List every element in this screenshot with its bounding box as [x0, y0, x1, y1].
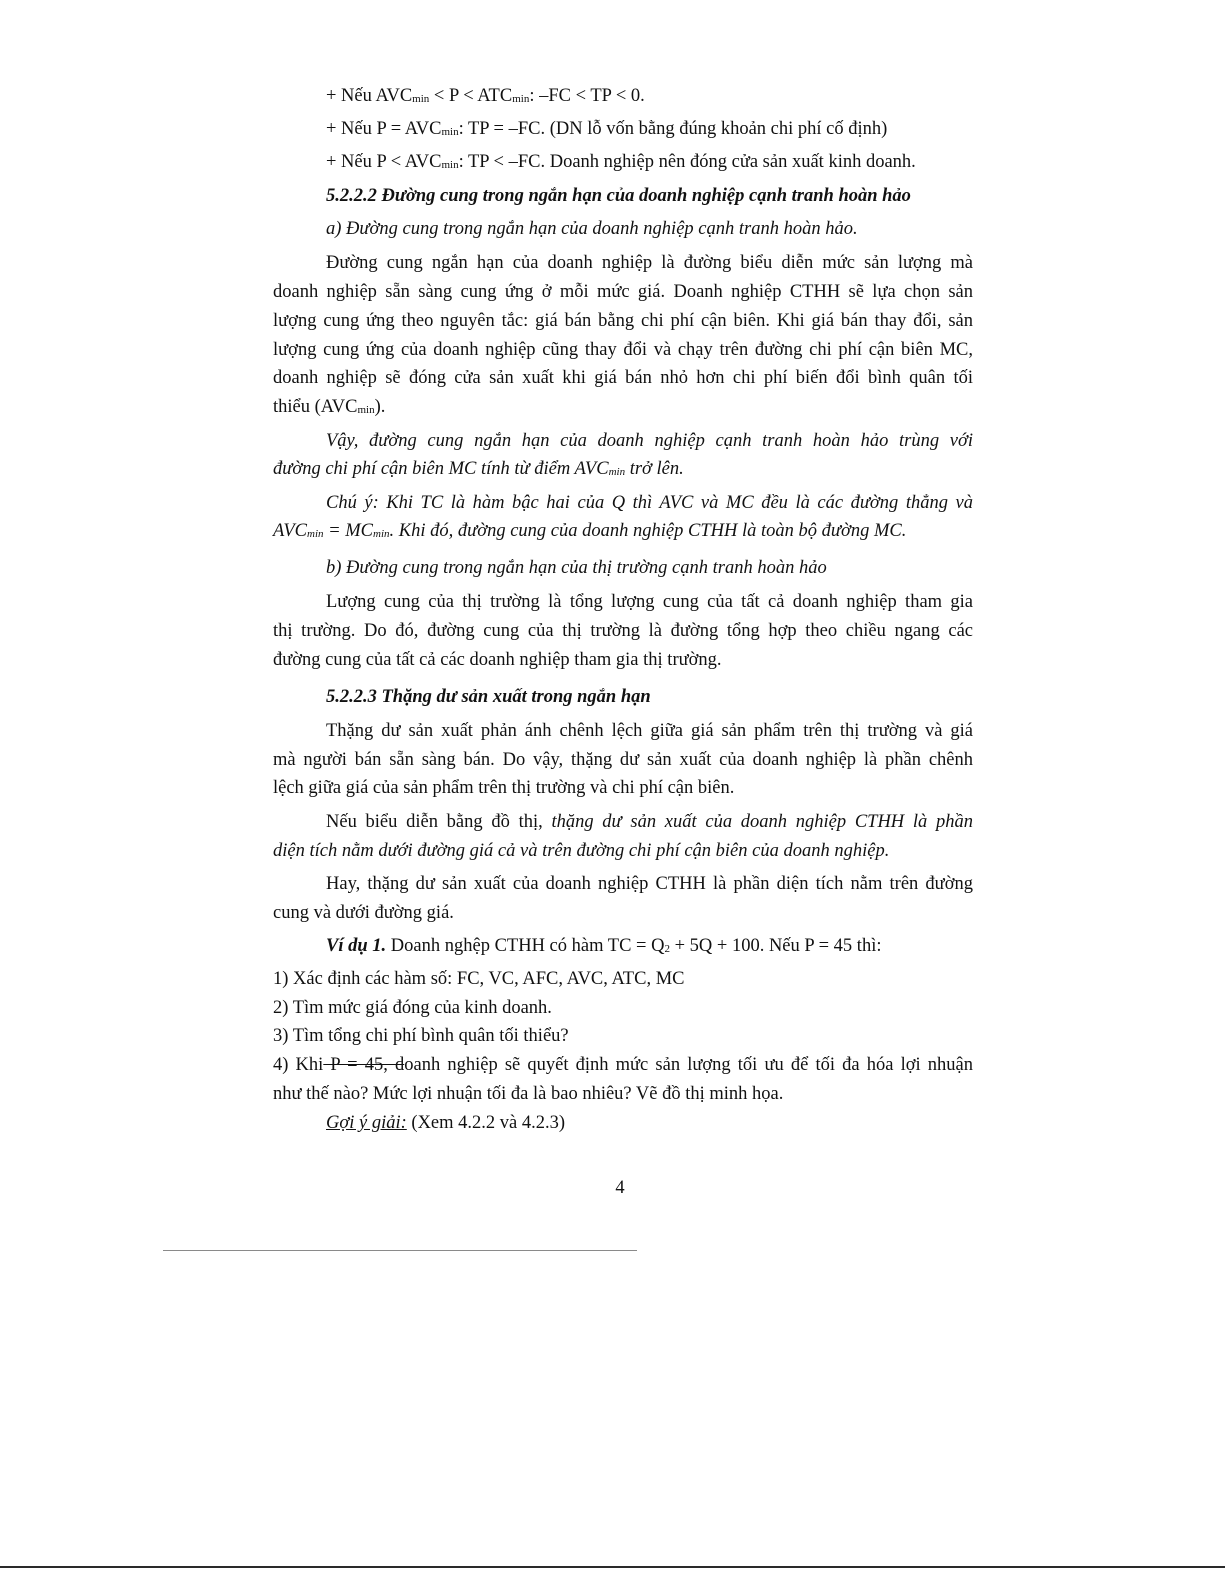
paragraph-7-line-1: Hay, thặng dư sản xuất của doanh nghiệp CTHH là phần diện tích nằm trên đường — [326, 874, 973, 894]
paragraph-5-line-1: Thặng dư sản xuất phản ánh chênh lệch giữa giá sản phẩm trên thị trường và giá — [326, 721, 973, 741]
paragraph-6-line-1: Nếu biểu diễn bằng đồ thị, thặng dư sản xuất của doanh nghiệp CTHH là phần — [326, 812, 973, 832]
paragraph-1-line-4: lượng cung ứng của doanh nghiệp cũng thay đổi và chạy trên đường chi phí cận biên MC, — [273, 340, 973, 360]
paragraph-2-line-2: đường chi phí cận biên MC tính từ điểm $AVC_{min}$ trở lên. — [273, 459, 684, 479]
paragraph-1-line-1: Đường cung ngắn hạn của doanh nghiệp là đường biểu diễn mức sản lượng mà — [326, 253, 973, 273]
paragraph-1-line-3: lượng cung ứng theo nguyên tắc: giá bán bằng chi phí cận biên. Khi giá bán thay đổi, sản — [273, 311, 973, 331]
question-2: 2) Tìm mức giá đóng của kinh doanh. — [273, 998, 552, 1018]
paragraph-3-line-2: $AVC_{min} = MC_{min}$. Khi đó, đường cung của doanh nghiệp CTHH là toàn bộ đường MC. — [273, 521, 907, 541]
question-4-line-2: như thế nào? Mức lợi nhuận tối đa là bao nhiêu? Vẽ đồ thị minh họa. — [273, 1084, 784, 1104]
page-bottom-border — [0, 1566, 1225, 1568]
paragraph-1-line-6: thiểu $(AVC_{min})$. — [273, 397, 386, 417]
paragraph-6-line-2: diện tích nằm dưới đường giá cả và trên đường chi phí cận biên của doanh nghiệp. — [273, 841, 890, 861]
paragraph-4-line-1: Lượng cung của thị trường là tổng lượng cung của tất cả doanh nghiệp tham gia — [326, 592, 973, 612]
paragraph-2-line-1: Vậy, đường cung ngắn hạn của doanh nghiệp cạnh tranh hoàn hảo trùng với — [326, 431, 973, 451]
page-number: 4 — [615, 1178, 625, 1198]
paragraph-3-line-1: Chú ý: Khi TC là hàm bậc hai của Q thì AVC và MC đều là các đường thẳng và — [326, 493, 973, 513]
paragraph-7-line-2: cung và dưới đường giá. — [273, 903, 454, 923]
question-4-line-1: 4) Khi P = 45, doanh nghiệp sẽ quyết định mức sản lượng tối ưu để tối đa hóa lợi nhuận — [273, 1055, 973, 1075]
footer-separator-line — [163, 1250, 637, 1251]
paragraph-5-line-3: lệch giữa giá của sản phẩm trên thị trường và chi phí cận biên. — [273, 778, 735, 798]
bullet-line-2: + Nếu $P = AVC_{min}$: TP = –FC. (DN lỗ vốn bằng đúng khoản chi phí cố định) — [326, 119, 888, 139]
section-heading-5223: 5.2.2.3 Thặng dư sản xuất trong ngắn hạn — [326, 687, 651, 707]
subheading-a: a) Đường cung trong ngắn hạn của doanh nghiệp cạnh tranh hoàn hảo. — [326, 219, 858, 239]
paragraph-5-line-2: mà người bán sẵn sàng bán. Do vậy, thặng dư sản xuất của doanh nghiệp là phần chênh — [273, 750, 973, 770]
section-heading-5222: 5.2.2.2 Đường cung trong ngắn hạn của doanh nghiệp cạnh tranh hoàn hảo — [326, 186, 911, 206]
paragraph-1-line-2: doanh nghiệp sẵn sàng cung ứng ở mỗi mức giá. Doanh nghiệp CTHH sẽ lựa chọn sản — [273, 282, 973, 302]
question-1: 1) Xác định các hàm số: FC, VC, AFC, AVC, ATC, MC — [273, 969, 685, 989]
example-1-heading: Ví dụ 1. Doanh nghệp CTHH có hàm TC = $Q_2 + 5Q + 100$. Nếu P = 45 thì: — [326, 936, 882, 956]
paragraph-4-line-3: đường cung của tất cả các doanh nghiệp tham gia thị trường. — [273, 650, 722, 670]
paragraph-1-line-5: doanh nghiệp sẽ đóng cửa sản xuất khi giá bán nhỏ hơn chi phí biến đổi bình quân tối — [273, 368, 973, 388]
solution-hint: Gợi ý giải: (Xem 4.2.2 và 4.2.3) — [326, 1113, 566, 1133]
question-3: 3) Tìm tổng chi phí bình quân tối thiểu? — [273, 1026, 569, 1046]
paragraph-4-line-2: thị trường. Do đó, đường cung của thị trường là đường tổng hợp theo chiều ngang các — [273, 621, 973, 641]
subheading-b: b) Đường cung trong ngắn hạn của thị trường cạnh tranh hoàn hảo — [326, 558, 827, 578]
bullet-line-1: + Nếu $AVC_{min} < P < ATC_{min}$: –FC < TP < 0. — [326, 86, 645, 106]
bullet-line-3: + Nếu $P < AVC_{min}$: TP < –FC. Doanh nghiệp nên đóng cửa sản xuất kinh doanh. — [326, 152, 916, 172]
